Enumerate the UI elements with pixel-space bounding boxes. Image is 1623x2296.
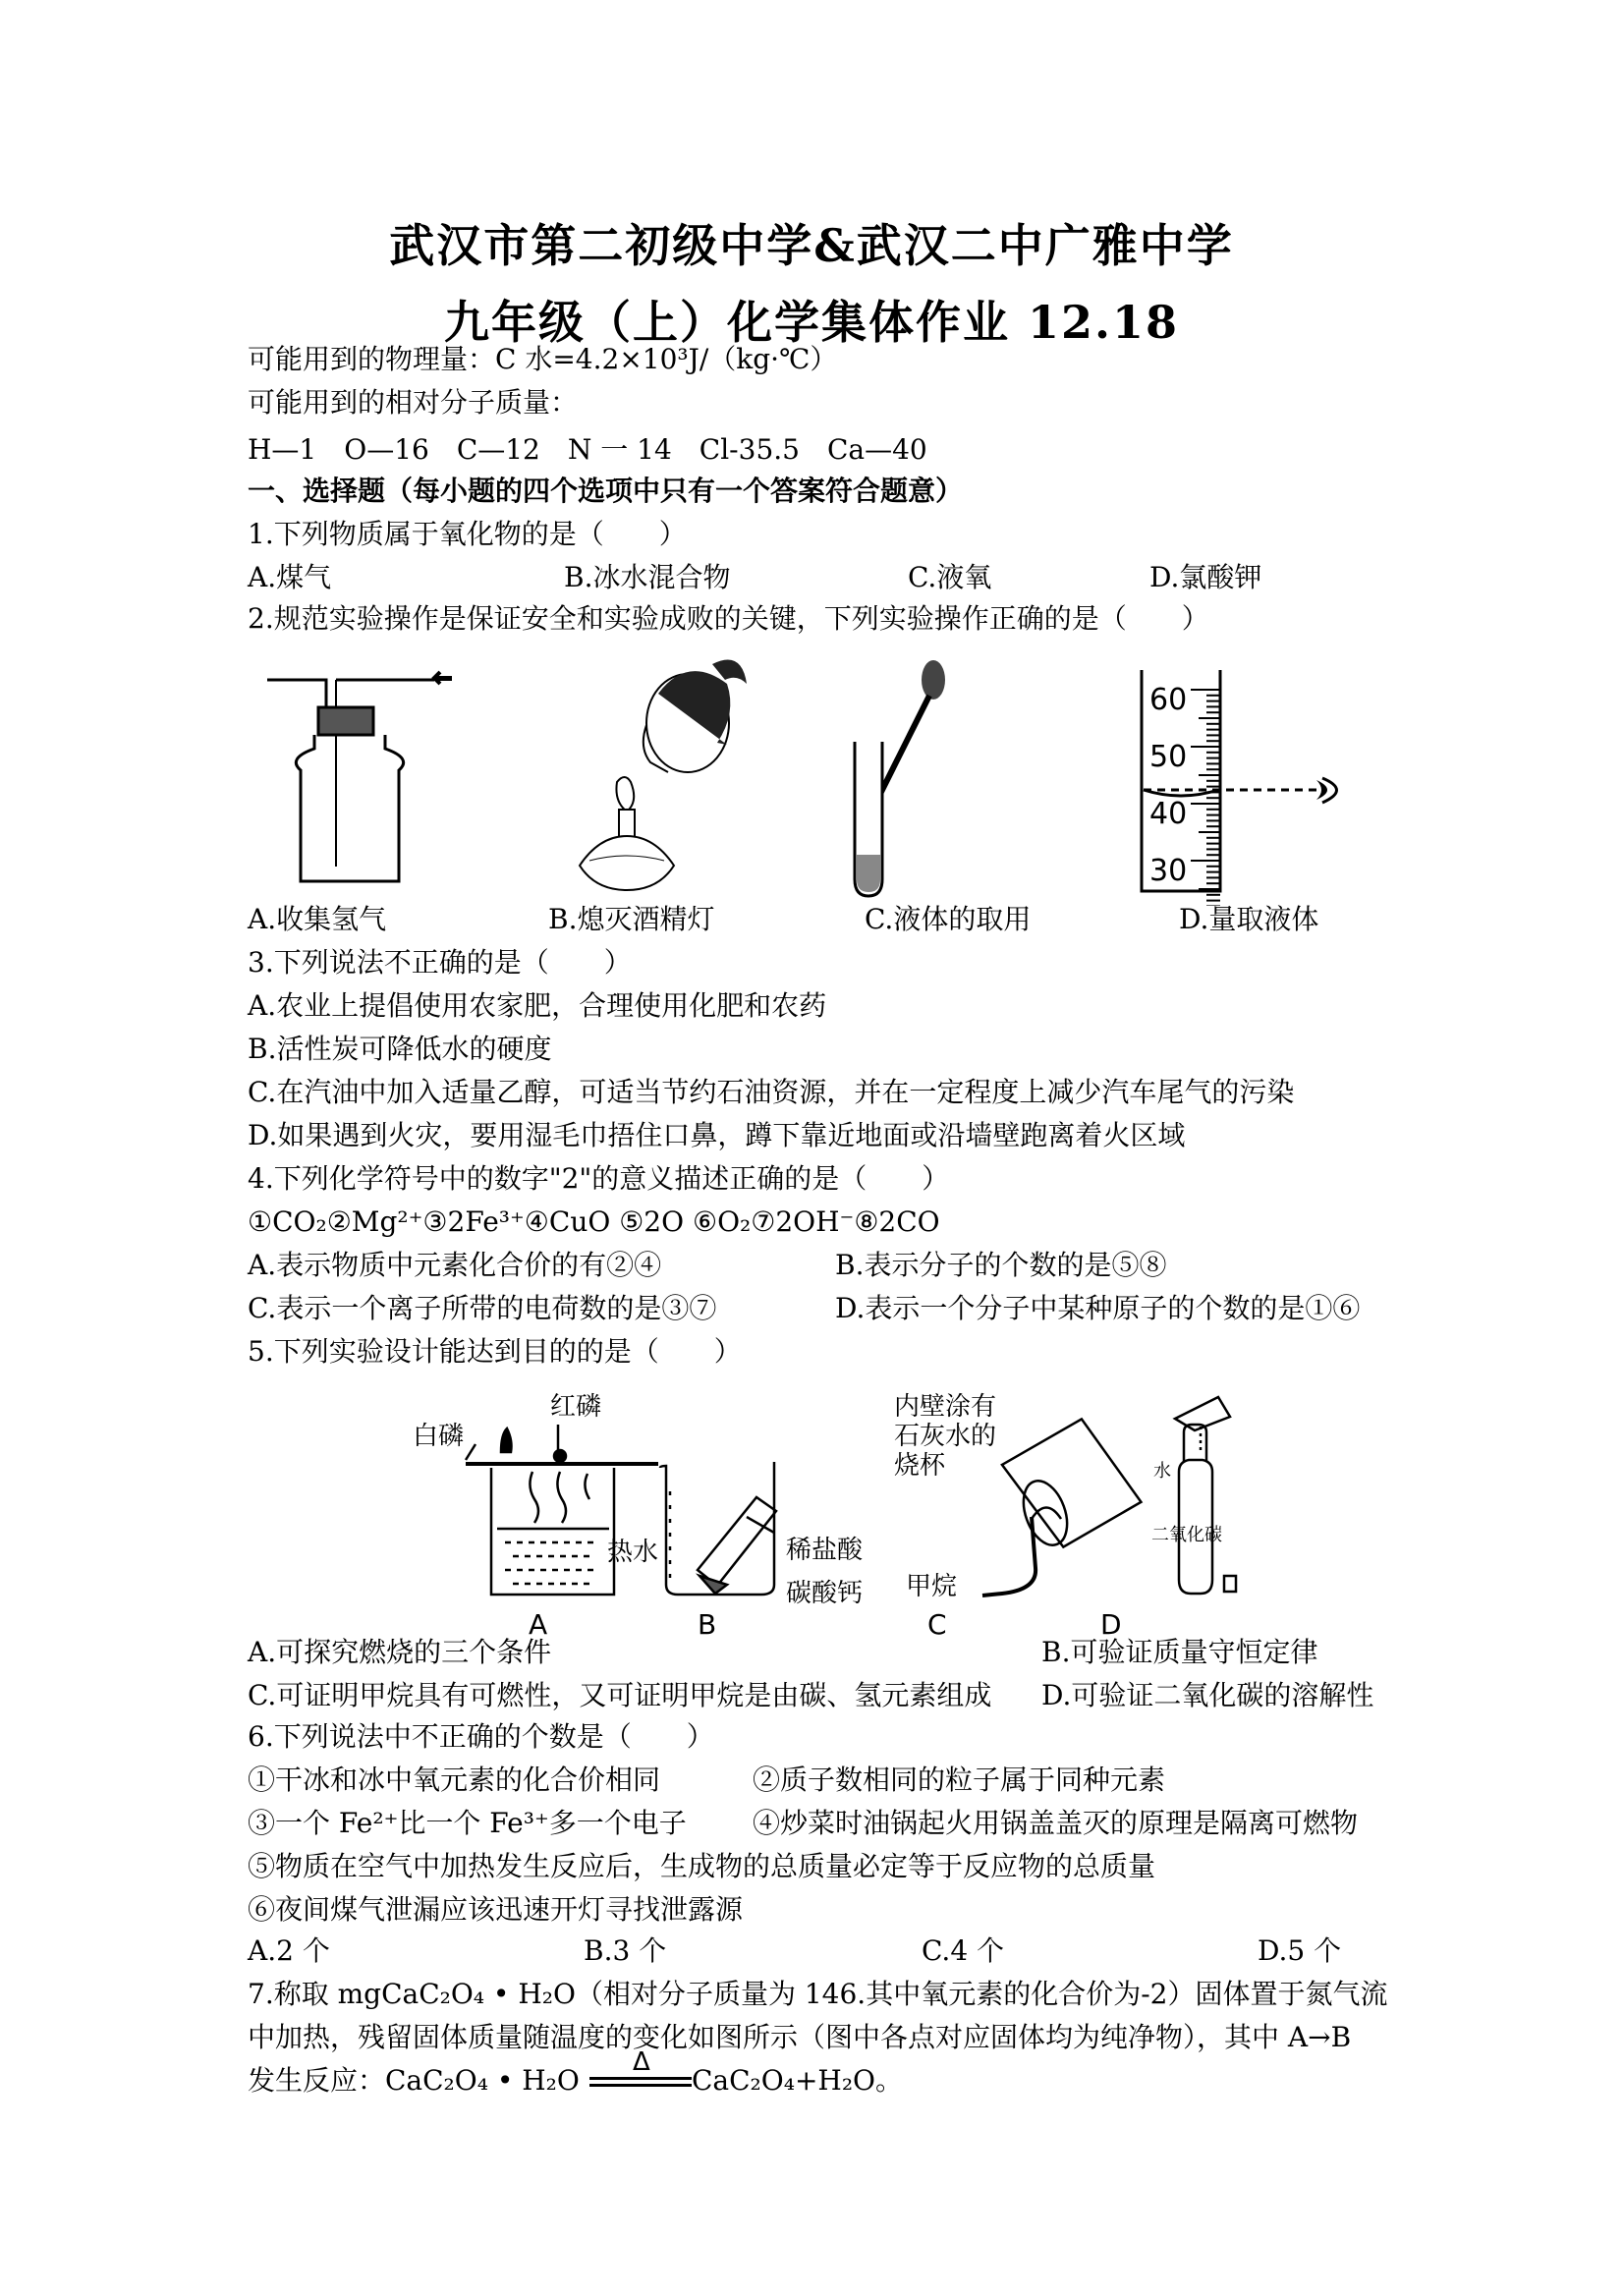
physical-constant: 可能用到的物理量：C 水=4.2×10³J/（kg·℃） bbox=[248, 343, 838, 375]
label-beaker-note-2: 石灰水的 bbox=[894, 1422, 997, 1451]
section-heading: 一、选择题（每小题的四个选项中只有一个答案符合题意） bbox=[248, 475, 964, 507]
tick-label: 60 bbox=[1149, 683, 1188, 717]
document-title-line2: 九年级（上）化学集体作业 12.18 bbox=[443, 296, 1180, 349]
q1-option-c: C.液氧 bbox=[908, 561, 992, 593]
q5-option-d: D.可验证二氧化碳的溶解性 bbox=[1041, 1679, 1374, 1711]
label-red-phosphorus: 红磷 bbox=[550, 1392, 602, 1422]
label-B: B bbox=[698, 1608, 717, 1639]
q3-stem: 3.下列说法不正确的是（ ） bbox=[248, 946, 632, 979]
label-water: 水 bbox=[1153, 1461, 1171, 1482]
eye-icon bbox=[1316, 780, 1327, 800]
q6-stem: 6.下列说法中不正确的个数是（ ） bbox=[248, 1720, 714, 1753]
q6-option-a: A.2 个 bbox=[248, 1934, 330, 1967]
q1-stem: 1.下列物质属于氧化物的是（ ） bbox=[248, 518, 687, 550]
atomic-masses: H—1 O—16 C—12 N 一 14 Cl-35.5 Ca—40 bbox=[248, 433, 927, 466]
q5-option-c: C.可证明甲烷具有可燃性，又可证明甲烷是由碳、氢元素组成 bbox=[248, 1679, 992, 1711]
label-hot-water: 热水 bbox=[607, 1538, 659, 1567]
q6-statement-1: ①干冰和冰中氧元素的化合价相同 bbox=[248, 1764, 661, 1796]
label-D: D bbox=[1100, 1608, 1122, 1639]
label-beaker-note-3: 烧杯 bbox=[894, 1451, 946, 1481]
q3-option-b: B.活性炭可降低水的硬度 bbox=[248, 1033, 552, 1065]
q7-line2: 中加热，残留固体质量随温度的变化如图所示（图中各点对应固体均为纯净物），其中 A→B bbox=[248, 2021, 1352, 2053]
q4-option-d: D.表示一个分子中某种原子的个数的是①⑥ bbox=[835, 1292, 1361, 1324]
q6-statement-6: ⑥夜间煤气泄漏应该迅速开灯寻找泄露源 bbox=[248, 1893, 744, 1926]
q1-option-b: B.冰水混合物 bbox=[564, 561, 731, 593]
q6-statement-4: ④炒菜时油锅起火用锅盖盖灭的原理是隔离可燃物 bbox=[753, 1807, 1359, 1839]
q5-stem: 5.下列实验设计能达到目的的是（ ） bbox=[248, 1335, 742, 1368]
label-beaker-note-1: 内壁涂有 bbox=[894, 1392, 997, 1422]
q1-option-a: A.煤气 bbox=[248, 561, 332, 593]
tick-label: 40 bbox=[1149, 797, 1188, 831]
alcohol-lamp-figure bbox=[540, 654, 756, 900]
q6-option-d: D.5 个 bbox=[1258, 1934, 1342, 1967]
reaction-arrow bbox=[589, 2047, 692, 2093]
document-title-line1: 武汉市第二初级中学&武汉二中广雅中学 bbox=[389, 219, 1234, 272]
q6-option-b: B.3 个 bbox=[584, 1934, 667, 1967]
gas-collection-bottle-figure bbox=[257, 660, 454, 896]
label-co2: 二氧化碳 bbox=[1151, 1525, 1222, 1545]
q4-stem: 4.下列化学符号中的数字"2"的意义描述正确的是（ ） bbox=[248, 1162, 950, 1195]
q7-line1: 7.称取 mgCaC₂O₄ • H₂O（相对分子质量为 146.其中氧元素的化合价为-2）固体置于氮气流 bbox=[248, 1978, 1388, 2010]
q6-statement-3: ③一个 Fe²⁺比一个 Fe³⁺多一个电子 bbox=[248, 1807, 687, 1839]
q6-statement-5: ⑤物质在空气中加热发生反应后，生成物的总质量必定等于反应物的总质量 bbox=[248, 1850, 1156, 1882]
q2-option-c: C.液体的取用 bbox=[865, 903, 1032, 935]
tick-label: 30 bbox=[1149, 854, 1188, 888]
molar-mass-label: 可能用到的相对分子质量： bbox=[248, 386, 579, 419]
q5-option-b: B.可验证质量守恒定律 bbox=[1041, 1636, 1318, 1668]
q2-option-d: D.量取液体 bbox=[1179, 903, 1319, 935]
q4-option-a: A.表示物质中元素化合价的有②④ bbox=[248, 1249, 662, 1281]
q2-stem: 2.规范实验操作是保证安全和实验成败的关键，下列实验操作正确的是（ ） bbox=[248, 602, 1209, 635]
q3-option-c: C.在汽油中加入适量乙醇，可适当节约石油资源，并在一定程度上减少汽车尾气的污染 bbox=[248, 1076, 1295, 1108]
q5-option-a: A.可探究燃烧的三个条件 bbox=[248, 1636, 552, 1668]
q7-equation-right: CaC₂O₄+H₂O。 bbox=[692, 2064, 904, 2097]
q6-statement-2: ②质子数相同的粒子属于同种元素 bbox=[753, 1764, 1166, 1796]
arrow-icon bbox=[434, 676, 452, 681]
dropper-test-tube-figure bbox=[835, 658, 953, 904]
tick-label: 50 bbox=[1149, 740, 1188, 774]
graduated-cylinder-figure bbox=[1130, 660, 1356, 906]
q4-option-c: C.表示一个离子所带的电荷数的是③⑦ bbox=[248, 1292, 717, 1324]
label-hydrochloric-acid: 稀盐酸 bbox=[786, 1536, 864, 1565]
q5-experiment-figures bbox=[403, 1383, 1248, 1639]
label-calcium-carbonate: 碳酸钙 bbox=[786, 1579, 864, 1608]
q2-option-a: A.收集氢气 bbox=[248, 903, 387, 935]
q2-option-b: B.熄灭酒精灯 bbox=[548, 903, 715, 935]
q4-option-b: B.表示分子的个数的是⑤⑧ bbox=[835, 1249, 1167, 1281]
q3-option-d: D.如果遇到火灾，要用湿毛巾捂住口鼻，蹲下靠近地面或沿墙壁跑离着火区域 bbox=[248, 1119, 1186, 1151]
q6-option-c: C.4 个 bbox=[922, 1934, 1005, 1967]
q7-equation-left: 发生反应：CaC₂O₄ • H₂O bbox=[248, 2064, 580, 2097]
label-C: C bbox=[927, 1608, 947, 1639]
label-methane: 甲烷 bbox=[906, 1572, 958, 1601]
label-A: A bbox=[529, 1608, 548, 1639]
delta-icon: Δ bbox=[633, 2047, 650, 2077]
q3-option-a: A.农业上提倡使用农家肥，合理使用化肥和农药 bbox=[248, 989, 827, 1022]
q1-option-d: D.氯酸钾 bbox=[1149, 561, 1262, 593]
q4-symbols: ①CO₂②Mg²⁺③2Fe³⁺④CuO ⑤2O ⑥O₂⑦2OH⁻⑧2CO bbox=[248, 1205, 940, 1238]
label-white-phosphorus: 白磷 bbox=[413, 1422, 465, 1451]
